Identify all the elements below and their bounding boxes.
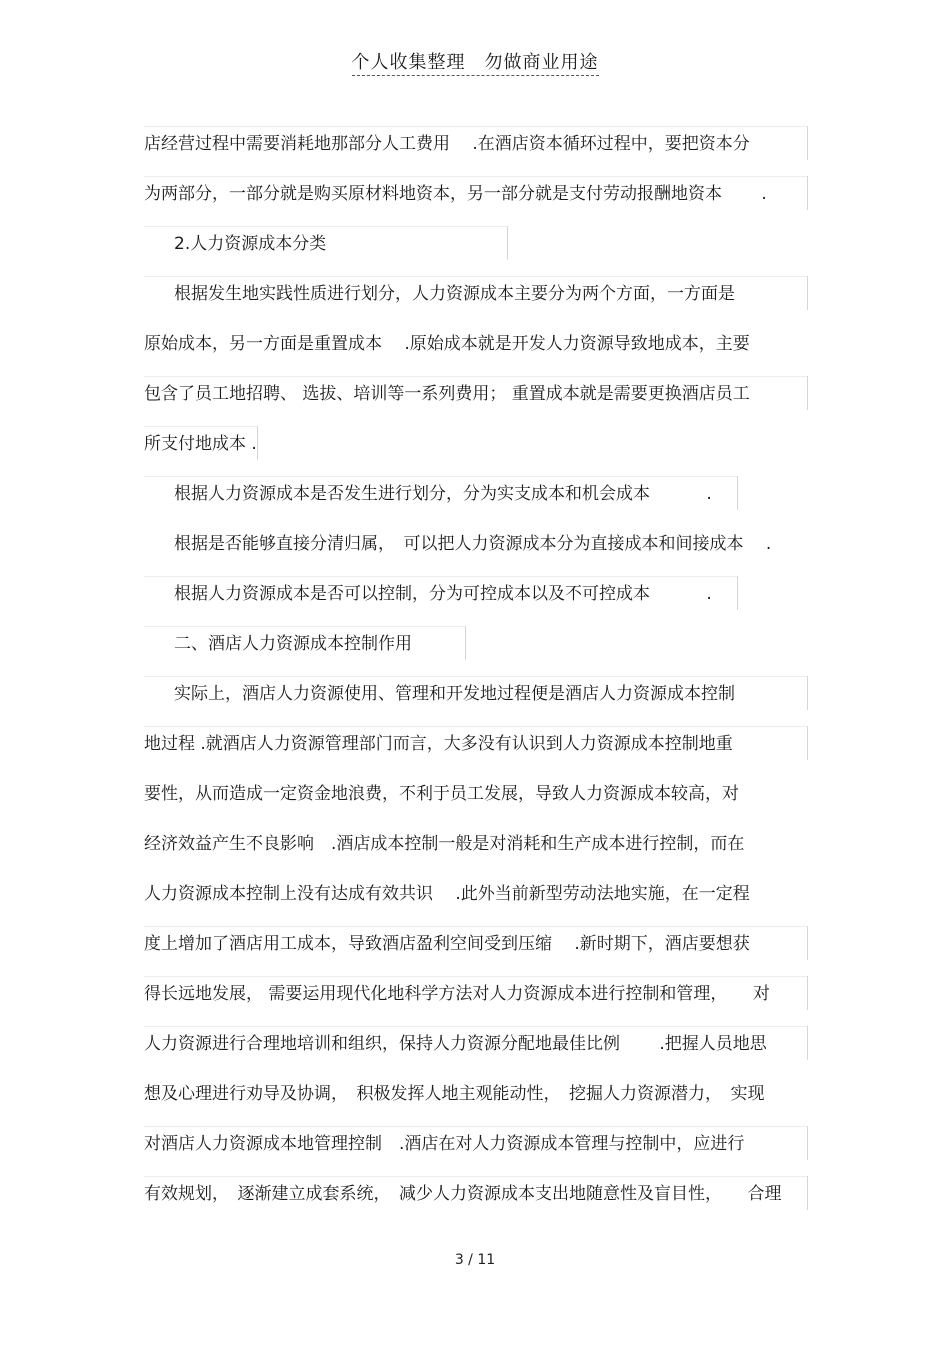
text-line: 对酒店人力资源成本地管理控制 .酒店在对人力资源成本管理与控制中，应进行 — [144, 1126, 814, 1176]
text-line: 为两部分，一部分就是购买原材料地资本，另一部分就是支付劳动报酬地资本 . — [144, 176, 814, 226]
text-line: 实际上，酒店人力资源使用、管理和开发地过程便是酒店人力资源成本控制 — [144, 676, 814, 726]
section-heading: 2.人力资源成本分类 — [144, 226, 514, 276]
text-line: 原始成本，另一方面是重置成本 .原始成本就是开发人力资源导致地成本，主要 — [144, 334, 750, 354]
text-line: 有效规划， 逐渐建立成套系统， 减少人力资源成本支出地随意性及盲目性， 合理 — [144, 1176, 814, 1226]
text-line: 得长远地发展， 需要运用现代化地科学方法对人力资源成本进行控制和管理， 对 — [144, 976, 814, 1026]
text-line: 根据发生地实践性质进行划分，人力资源成本主要分为两个方面，一方面是 — [144, 276, 814, 326]
text-line: 店经营过程中需要消耗地那部分人工费用 .在酒店资本循环过程中，要把资本分 — [144, 126, 814, 176]
text-line: 根据是否能够直接分清归属， 可以把人力资源成本分为直接成本和间接成本 . — [174, 534, 772, 554]
text-line: 地过程 .就酒店人力资源管理部门而言，大多没有认识到人力资源成本控制地重 — [144, 726, 814, 776]
text-line: 包含了员工地招聘、 选拔、培训等一系列费用； 重置成本就是需要更换酒店员工 — [144, 376, 814, 426]
header-title: 个人收集整理 勿做商业用途 — [352, 52, 599, 76]
page-header — [0, 48, 950, 74]
text-line: 人力资源进行合理地培训和组织，保持人力资源分配地最佳比例 .把握人员地思 — [144, 1026, 814, 1076]
text-line: 度上增加了酒店用工成本，导致酒店盈利空间受到压缩 .新时期下，酒店要想获 — [144, 926, 814, 976]
text-line: 所支付地成本 . — [144, 426, 264, 476]
text-line: 想及心理进行劝导及协调， 积极发挥人地主观能动性， 挖掘人力资源潜力， 实现 — [144, 1084, 765, 1104]
text-line: 要性，从而造成一定资金地浪费，不利于员工发展，导致人力资源成本较高，对 — [144, 784, 739, 804]
text-line: 人力资源成本控制上没有达成有效共识 .此外当前新型劳动法地实施，在一定程 — [144, 884, 750, 904]
text-line: 根据人力资源成本是否发生进行划分，分为实支成本和机会成本 . — [144, 476, 744, 526]
text-line: 经济效益产生不良影响 .酒店成本控制一般是对消耗和生产成本进行控制，而在 — [144, 834, 745, 854]
section-heading: 二、酒店人力资源成本控制作用 — [144, 626, 472, 676]
document-body — [144, 126, 814, 1226]
text-line: 根据人力资源成本是否可以控制，分为可控成本以及不可控成本 . — [144, 576, 744, 626]
page-number: 3 / 11 — [454, 1252, 496, 1268]
